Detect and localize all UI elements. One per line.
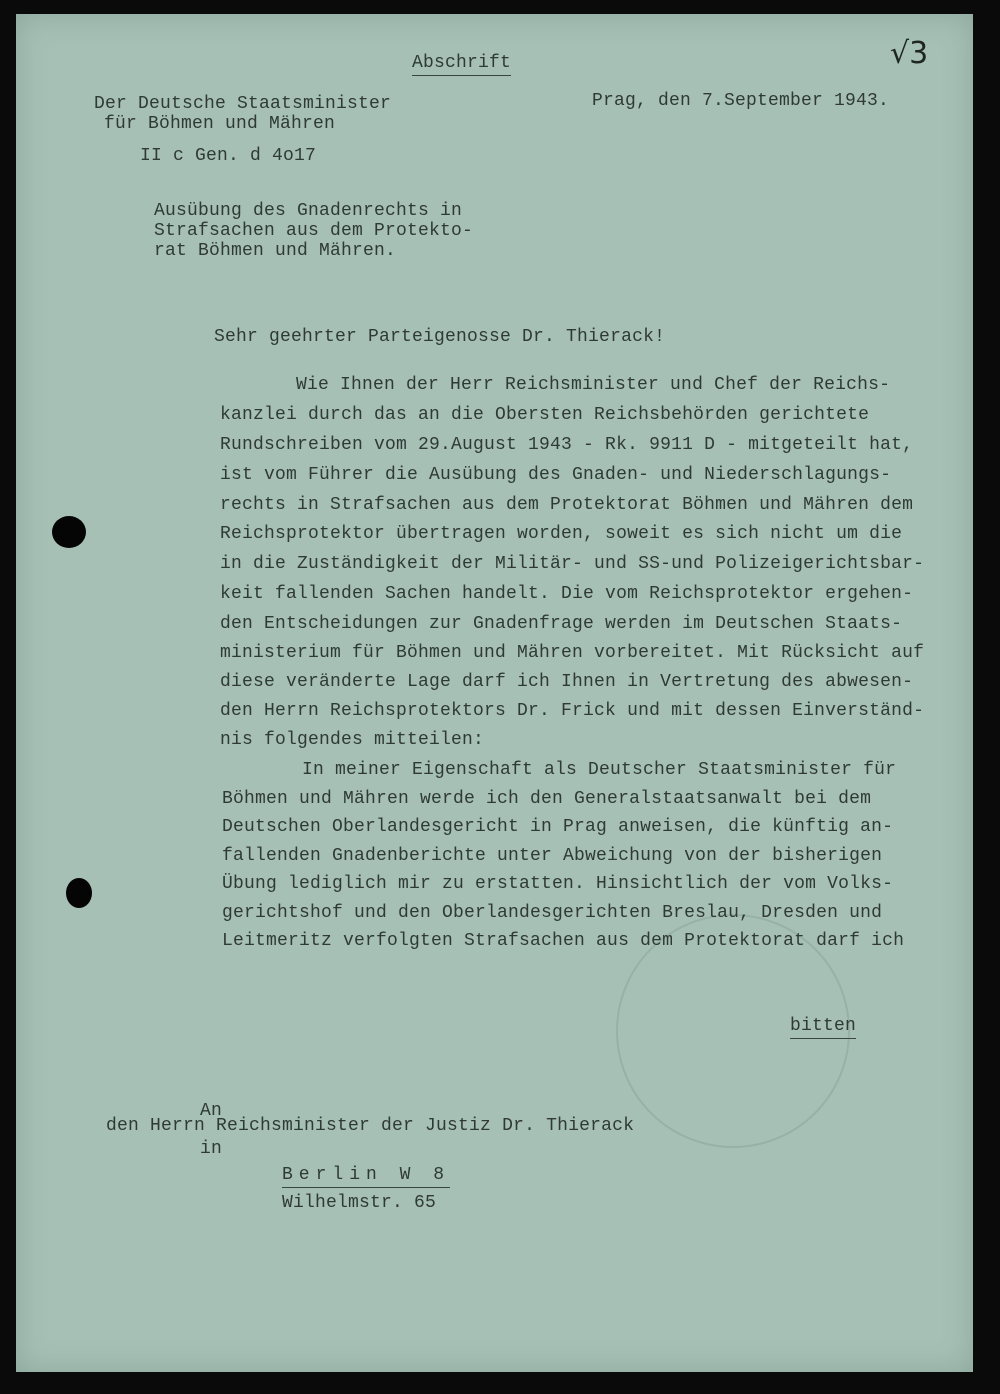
place-date: Prag, den 7.September 1943.: [592, 91, 890, 111]
header-label: Abschrift: [412, 52, 511, 76]
document-page: [16, 14, 973, 1372]
sender-line-1: Der Deutsche Staatsminister: [94, 94, 392, 114]
body-line: Reichsprotektor übertragen worden, soweit es sich nicht um die: [220, 524, 903, 544]
addressee-name: den Herrn Reichsminister der Justiz Dr. Thierack: [106, 1116, 635, 1136]
sender-line-2: für Böhmen und Mähren: [104, 114, 336, 134]
addressee-city: Berlin W 8: [282, 1164, 450, 1188]
subject-line-1: Ausübung des Gnadenrechts in: [154, 201, 463, 221]
continuation-word: bitten: [790, 1015, 856, 1039]
body-line: Leitmeritz verfolgten Strafsachen aus dem Protektorat darf ich: [222, 931, 905, 951]
body-line: ist vom Führer die Ausübung des Gnaden- und Niederschlagungs-: [220, 465, 892, 485]
body-line: Übung lediglich mir zu erstatten. Hinsichtlich der vom Volks-: [222, 874, 894, 894]
body-line: kanzlei durch das an die Obersten Reichsbehörden gerichtete: [220, 405, 870, 425]
body-line: Deutschen Oberlandesgericht in Prag anweisen, die künftig an-: [222, 817, 894, 837]
body-line: rechts in Strafsachen aus dem Protektorat Böhmen und Mähren dem: [220, 495, 914, 515]
reference-number: II c Gen. d 4o17: [140, 146, 317, 166]
body-line: diese veränderte Lage darf ich Ihnen in Vertretung des abwesen-: [220, 672, 914, 692]
body-line: ministerium für Böhmen und Mähren vorbereitet. Mit Rücksicht auf: [220, 643, 925, 663]
body-line: fallenden Gnadenberichte unter Abweichung von der bisherigen: [222, 846, 883, 866]
body-line: den Entscheidungen zur Gnadenfrage werden im Deutschen Staats-: [220, 614, 903, 634]
addressee-an: An: [200, 1101, 223, 1121]
body-line: den Herrn Reichsprotektors Dr. Frick und mit dessen Einverständ-: [220, 701, 925, 721]
body-line: Wie Ihnen der Herr Reichsminister und Chef der Reichs-: [296, 375, 891, 395]
punch-hole-bottom: [66, 878, 92, 908]
body-line: Rundschreiben vom 29.August 1943 - Rk. 9911 D - mitgeteilt hat,: [220, 435, 914, 455]
body-line: nis folgendes mitteilen:: [220, 730, 485, 750]
body-line: keit fallenden Sachen handelt. Die vom Reichsprotektor ergehen-: [220, 584, 914, 604]
body-line: Böhmen und Mähren werde ich den Generalstaatsanwalt bei dem: [222, 789, 872, 809]
body-line: in die Zuständigkeit der Militär- und SS-und Polizeigerichtsbar-: [220, 554, 925, 574]
addressee-in: in: [200, 1139, 223, 1159]
salutation: Sehr geehrter Parteigenosse Dr. Thierack!: [214, 327, 666, 347]
addressee-street: Wilhelmstr. 65: [282, 1193, 437, 1213]
subject-line-3: rat Böhmen und Mähren.: [154, 241, 397, 261]
subject-line-2: Strafsachen aus dem Protekto-: [154, 221, 474, 241]
margin-mark: √3: [890, 36, 929, 71]
body-line: In meiner Eigenschaft als Deutscher Staatsminister für: [302, 760, 897, 780]
body-line: gerichtshof und den Oberlandesgerichten Breslau, Dresden und: [222, 903, 883, 923]
punch-hole-top: [52, 516, 86, 548]
